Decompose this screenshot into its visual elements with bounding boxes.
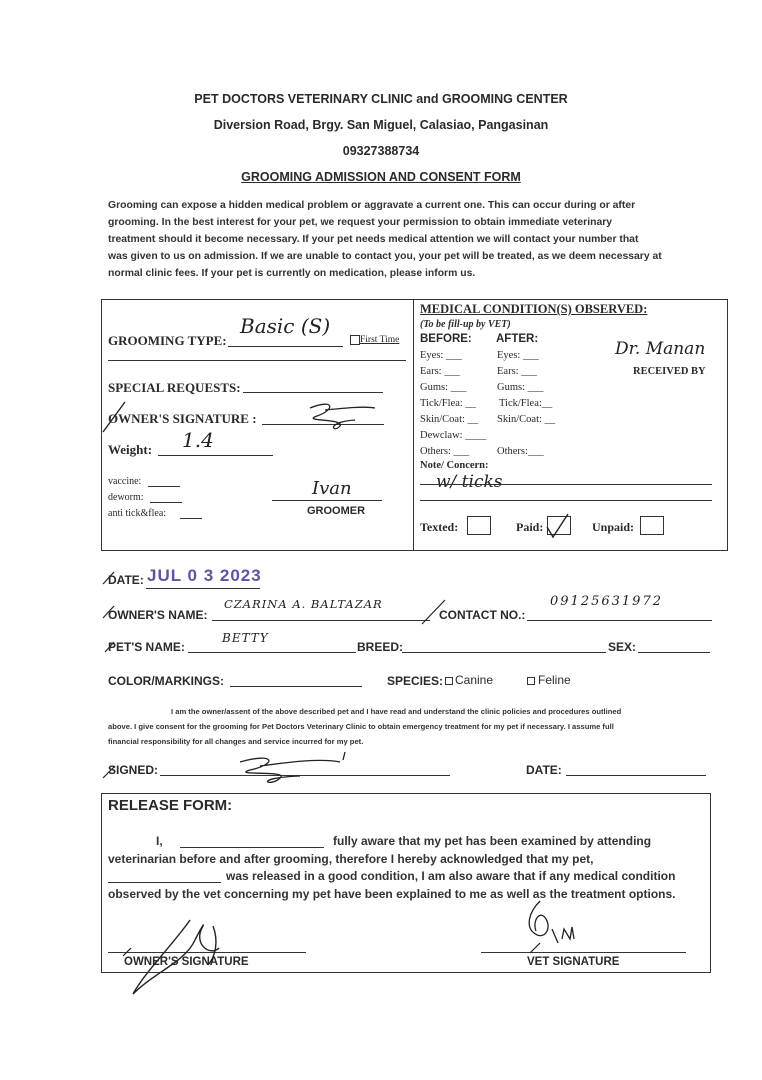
form-title: GROOMING ADMISSION AND CONSENT FORM [241,170,521,184]
note-concern-label: Note/ Concern: [420,460,489,471]
canine-label: Canine [455,673,494,687]
release-line1-text: fully aware that my pet has been examined by attending [333,834,652,848]
intro-line: normal clinic fees. If your pet is currently on medication, please inform us. [108,268,476,279]
grooming-type-value: Basic (S) [240,314,331,338]
first-time-label: First Time [360,335,400,345]
release-owner-signature-mark [115,912,245,1004]
texted-label: Texted: [420,520,459,534]
before-others-label: Others: [420,446,451,457]
color-markings-label: COLOR/MARKINGS: [108,674,224,688]
deworm-label: deworm: [108,492,144,503]
box-divider [413,299,414,550]
species-label: SPECIES: [387,674,444,688]
breed-label: BREED: [357,640,404,654]
received-by-label: RECEIVED BY [633,366,706,377]
feline-label: Feline [538,673,571,687]
before-tickflea-label: Tick/Flea: [420,398,463,409]
consent-line: above. I give consent for the grooming for Pet Doctors Veterinary Clinic to obtain emergency treatment for my pet if necessary. I assume full [108,722,614,731]
date-label: DATE: [108,573,144,587]
after-others: Others:___ [497,446,544,457]
consent-line: I am the owner/assent of the above described pet and I have read and understand the clinic policies and procedures outlined [171,707,622,716]
owner-signature-label: OWNER'S SIGNATURE : [108,411,257,426]
before-tickflea: Tick/Flea: __ [420,398,476,409]
owner-name-label: OWNER'S NAME: [108,608,208,622]
after-label: AFTER: [496,333,539,345]
release-line: observed by the vet concerning my pet have been explained to me as well as the treatment options. [108,886,676,901]
intro-line: Grooming can expose a hidden medical problem or aggravate a current one. This can occur during or after [108,200,636,211]
release-paragraph [108,833,704,903]
release-vet-signature-mark [518,893,588,968]
owner-signature-mark [95,396,395,436]
owner-name-value: CZARINA A. BALTAZAR [224,597,383,611]
release-line3-text: was released in a good condition, I am also aware that if any medical condition [226,869,676,883]
after-skincoat-label: Skin/Coat: [497,414,542,425]
groomer-label: GROOMER [307,505,366,517]
feline-checkbox[interactable] [527,677,535,685]
after-ears-label: Ears: [497,366,519,377]
texted-checkbox[interactable] [467,516,491,535]
release-i-label: I, [156,834,163,848]
signed-label: SIGNED: [108,763,159,777]
intro-paragraph [108,197,714,282]
received-by-value: Dr. Manan [615,339,706,359]
grooming-type-label: GROOMING TYPE: [108,333,227,348]
weight-value: 1.4 [182,428,214,452]
sex-label: SEX: [608,640,637,654]
consent-paragraph [108,704,714,749]
pet-name-label: PET'S NAME: [108,640,185,654]
before-others: Others: ___ [420,446,470,457]
before-gums: Gums: ___ [420,382,467,393]
after-others-label: Others: [497,446,528,457]
after-ears: Ears: ___ [497,366,537,377]
medical-subtitle: (To be fill-up by VET) [420,319,511,330]
before-dewclaw: Dewclaw: ____ [420,430,487,441]
before-ears: Ears: ___ [420,366,460,377]
release-title: RELEASE FORM: [108,797,233,814]
before-skincoat: Skin/Coat: __ [420,414,479,425]
release-line [108,833,704,851]
release-name-field [180,847,324,848]
after-gums: Gums: ___ [497,382,544,393]
release-line [108,868,704,886]
first-time-checkbox[interactable] [350,335,360,345]
before-dewclaw-label: Dewclaw: [420,430,463,441]
groomer-name: Ivan [312,478,352,499]
contact-value: 09125631972 [550,594,663,609]
paid-check-mark [544,511,574,541]
intro-line: was given to us on admission. If we are unable to contact you, your pet will be treated, as we deem necessary at [108,251,662,262]
special-requests-label: SPECIAL REQUESTS: [108,380,241,395]
date-stamp: JUL 0 3 2023 [147,566,262,585]
before-gums-label: Gums: [420,382,449,393]
consent-date-label: DATE: [526,763,562,777]
before-ears-label: Ears: [420,366,442,377]
after-gums-label: Gums: [497,382,526,393]
anti-tick-label: anti tick&flea: [108,508,167,519]
weight-label: Weight: [108,442,153,457]
signed-signature-mark [100,748,360,793]
unpaid-label: Unpaid: [592,520,635,534]
intro-line: treatment should it become necessary. If your pet needs medical attention we will contact your number that [108,234,639,245]
before-eyes-label: Eyes: [420,350,444,361]
intro-line: grooming. In the best interest for your pet, we request your permission to obtain immediate veterinary [108,217,613,228]
contact-label: CONTACT NO.: [439,608,526,622]
release-pet-field [108,882,221,883]
clinic-phone: 09327388734 [342,144,420,158]
before-skincoat-label: Skin/Coat: [420,414,465,425]
after-eyes: Eyes: ___ [497,350,539,361]
after-tickflea: Tick/Flea:__ [499,398,553,409]
paid-label: Paid: [516,520,544,534]
note-concern-value: w/ ticks [436,472,503,492]
clinic-name: PET DOCTORS VETERINARY CLINIC and GROOMING CENTER [194,92,568,106]
release-line: veterinarian before and after grooming, therefore I hereby acknowledged that my pet, [108,851,594,866]
pet-name-value: BETTY [222,631,269,645]
owner-signature-caption: OWNER'S SIGNATURE [124,956,249,968]
unpaid-checkbox[interactable] [640,516,664,535]
before-eyes: Eyes: ___ [420,350,462,361]
before-label: BEFORE: [420,333,472,345]
clinic-address: Diversion Road, Brgy. San Miguel, Calasiao, Pangasinan [213,118,549,132]
vaccine-label: vaccine: [108,476,142,487]
consent-line: financial responsibility for all changes and service incurred for my pet. [108,737,364,746]
after-eyes-label: Eyes: [497,350,521,361]
after-tickflea-label: Tick/Flea: [499,398,542,409]
canine-checkbox[interactable] [445,677,453,685]
vet-signature-caption: VET SIGNATURE [527,956,620,968]
medical-title: MEDICAL CONDITION(S) OBSERVED: [420,302,648,316]
after-skincoat: Skin/Coat: __ [497,414,556,425]
